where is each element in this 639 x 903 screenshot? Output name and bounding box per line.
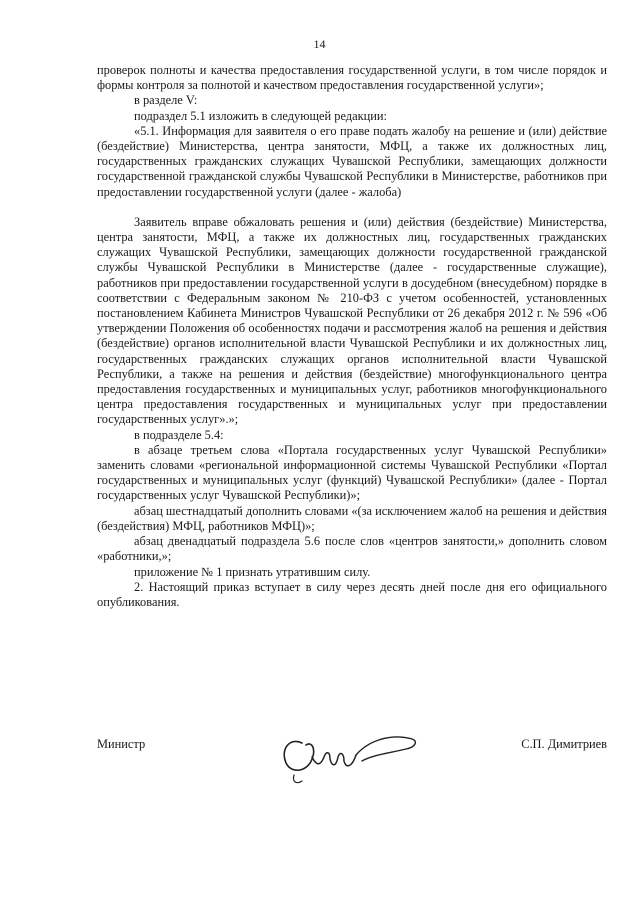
paragraph: Заявитель вправе обжаловать решения и (или) действия (бездействие) Министерства, центра занятости, МФЦ, а также их должностных лиц, государственных гражданских служащих Чувашской Республики, замещающих должности государственной гражданской службы Чувашской Республики в Министерстве (далее - государственные служащие), работников при предоставлении государственной услуги в досудебном (внесудебном) порядке в соответствии с Федеральным законом № 210-ФЗ с учетом особенностей, установленных постановлением Кабинета Министров Чувашской Республики от 26 декабря 2012 г. № 596 «Об утверждении Положения об особенностях подачи и рассмотрения жалоб на решения и действия (бездействие) органов исполнительной власти Чувашской Республики и их должностных лиц, государственных гражданских служащих органов исполнительной власти Чувашской Республики, а также на решения и действия (бездействие) многофункционального центра предоставления государственных и муниципальных услуг, работников многофункционального центра предоставления государственных и муниципальных услуг при предоставлении государственных услуг».»; — [97, 214, 607, 427]
paragraph: в абзаце третьем слова «Портала государственных услуг Чувашской Республики» заменить словами «региональной информационной системы Чувашской Республики «Портал государственных и муниципальных услуг (функций) Чувашской Республики» (далее - Портал государственных услуг Чувашской Республики)»; — [97, 442, 607, 503]
page-number: 14 — [313, 37, 326, 51]
paragraph: проверок полноты и качества предоставления государственной услуги, в том числе порядок и формы контроля за полнотой и качеством предоставления государственной услуги»; — [97, 63, 607, 93]
signer-title: Министр — [97, 737, 146, 751]
paragraph: в разделе V: — [134, 93, 198, 108]
signature-block — [97, 700, 607, 790]
paragraph: приложение № 1 признать утратившим силу. — [134, 564, 371, 579]
signer-name: С.П. Димитриев — [521, 737, 607, 751]
handwritten-signature — [272, 705, 422, 787]
paragraph: 2. Настоящий приказ вступает в силу через десять дней после дня его официального опубликования. — [97, 579, 607, 609]
document-body — [97, 63, 607, 610]
paragraph: подраздел 5.1 изложить в следующей редакции: — [134, 108, 387, 123]
paragraph: «5.1. Информация для заявителя о его праве подать жалобу на решение и (или) действие (бездействие) Министерства, центра занятости, МФЦ, а также их должностных лиц, государственных гражданских служащих Чувашской Республики, замещающих должности государственной гражданской службы Чувашской Республики в Министерстве, работников при предоставлении государственной услуги (далее - жалоба) — [97, 123, 607, 199]
paragraph: в подразделе 5.4: — [134, 427, 224, 442]
paragraph: абзац двенадцатый подраздела 5.6 после слов «центров занятости,» дополнить словом «работники,»; — [97, 534, 607, 564]
paragraph: абзац шестнадцатый дополнить словами «(за исключением жалоб на решения и действия (бездействия) МФЦ, работников МФЦ)»; — [97, 503, 607, 533]
